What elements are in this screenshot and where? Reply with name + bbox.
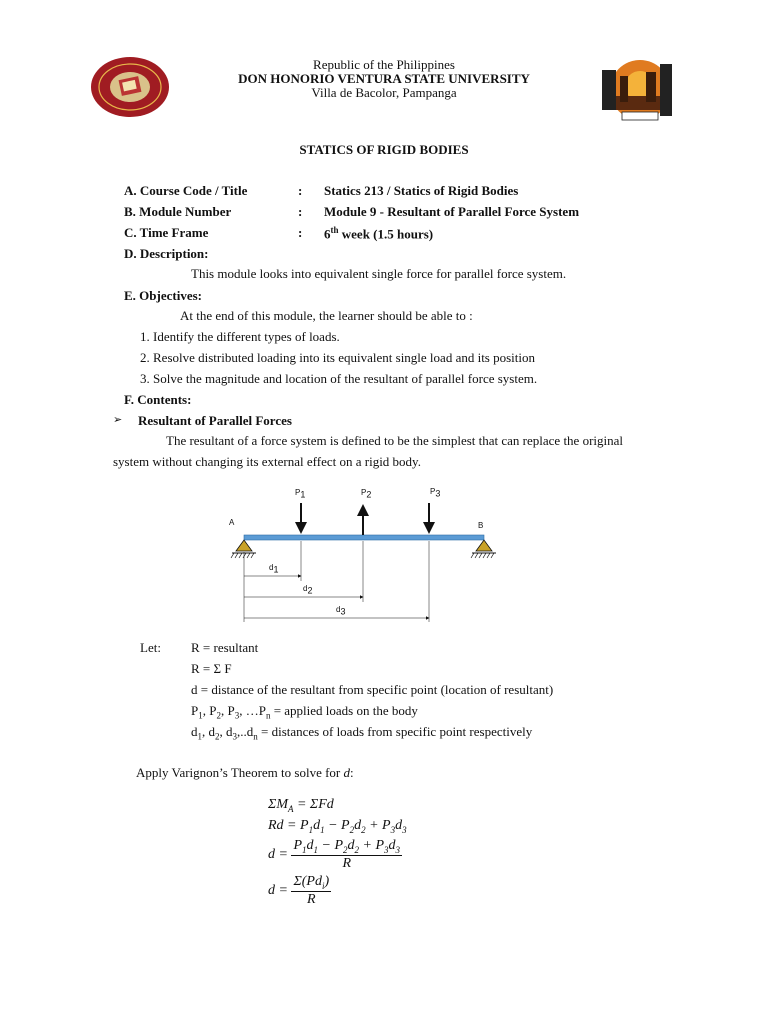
description-text: This module looks into equivalent single force for parallel force system.	[191, 266, 567, 281]
objective-item: 1. Identify the different types of loads.	[140, 329, 340, 344]
equation-rd: $Rd = P_1d_1 - P_2d_2 + P_3d_3$	[268, 818, 407, 835]
colon: :	[298, 225, 303, 240]
equation-d-expanded: d = $\frac{P_1d_1 - P_2d_2 + P_3d_3}{R}$	[268, 838, 401, 871]
label-p3: $P_3$	[430, 487, 441, 499]
module-number-label: B. Module Number	[124, 204, 232, 219]
description-label: D. Description:	[124, 246, 209, 261]
equation-moment: $\Sigma M_A = \Sigma Fd$	[268, 797, 334, 814]
module-number-value: Module 9 - Resultant of Parallel Force System	[324, 204, 580, 219]
let-line: $d_1$, $d_2$, $d_3,..d_n$ = distances of loads from specific point respectively	[191, 724, 533, 742]
objectives-intro: At the end of this module, the learner should be able to :	[180, 308, 473, 323]
header-university: DON HONORIO VENTURA STATE UNIVERSITY	[238, 71, 530, 86]
label-d1: $d_1$	[269, 563, 279, 575]
document-title: STATICS OF RIGID BODIES	[299, 142, 469, 157]
time-frame-label: C. Time Frame	[124, 225, 209, 240]
let-line: R = resultant	[191, 640, 259, 655]
header-country: Republic of the Philippines	[313, 57, 455, 72]
label-p2: $P_2$	[361, 488, 372, 500]
beam	[244, 535, 484, 540]
paragraph-line: system without changing its external effect on a rigid body.	[113, 454, 421, 469]
support-b	[476, 540, 492, 551]
let-line: $P_1$, $P_2$, $P_3$, $\dots P_n$ = applied loads on the body	[191, 703, 418, 721]
header-location: Villa de Bacolor, Pampanga	[311, 85, 457, 100]
let-line: R = Σ F	[191, 661, 232, 676]
colon: :	[298, 204, 303, 219]
course-code-label: A. Course Code / Title	[124, 183, 248, 198]
label-d2: $d_2$	[303, 584, 313, 596]
equation-d-sum: d = $\frac{\Sigma(Pd_i)}{R}$	[268, 874, 330, 907]
objectives-label: E. Objectives:	[124, 288, 202, 303]
section-title: Resultant of Parallel Forces	[138, 413, 292, 428]
label-b: B	[478, 521, 484, 530]
colon: :	[298, 183, 303, 198]
bullet-arrow-icon: ➢	[113, 414, 123, 426]
time-frame-value: 6th week (1.5 hours)	[324, 225, 434, 242]
let-label: Let:	[140, 640, 161, 655]
contents-label: F. Contents:	[124, 392, 192, 407]
paragraph-line: The resultant of a force system is defined to be the simplest that can replace the original	[166, 433, 624, 448]
objective-item: 3. Solve the magnitude and location of the resultant of parallel force system.	[140, 371, 538, 386]
course-code-value: Statics 213 / Statics of Rigid Bodies	[324, 183, 519, 198]
varignon-line: Apply Varignon’s Theorem to solve for d:	[136, 765, 354, 780]
beam-diagram	[222, 486, 512, 626]
let-line: d = distance of the resultant from specific point (location of resultant)	[191, 682, 554, 697]
label-d3: $d_3$	[336, 605, 346, 617]
objective-item: 2. Resolve distributed loading into its equivalent single load and its position	[140, 350, 536, 365]
label-a: A	[229, 518, 235, 527]
label-p1: $P_1$	[295, 488, 306, 500]
support-a	[236, 540, 252, 551]
